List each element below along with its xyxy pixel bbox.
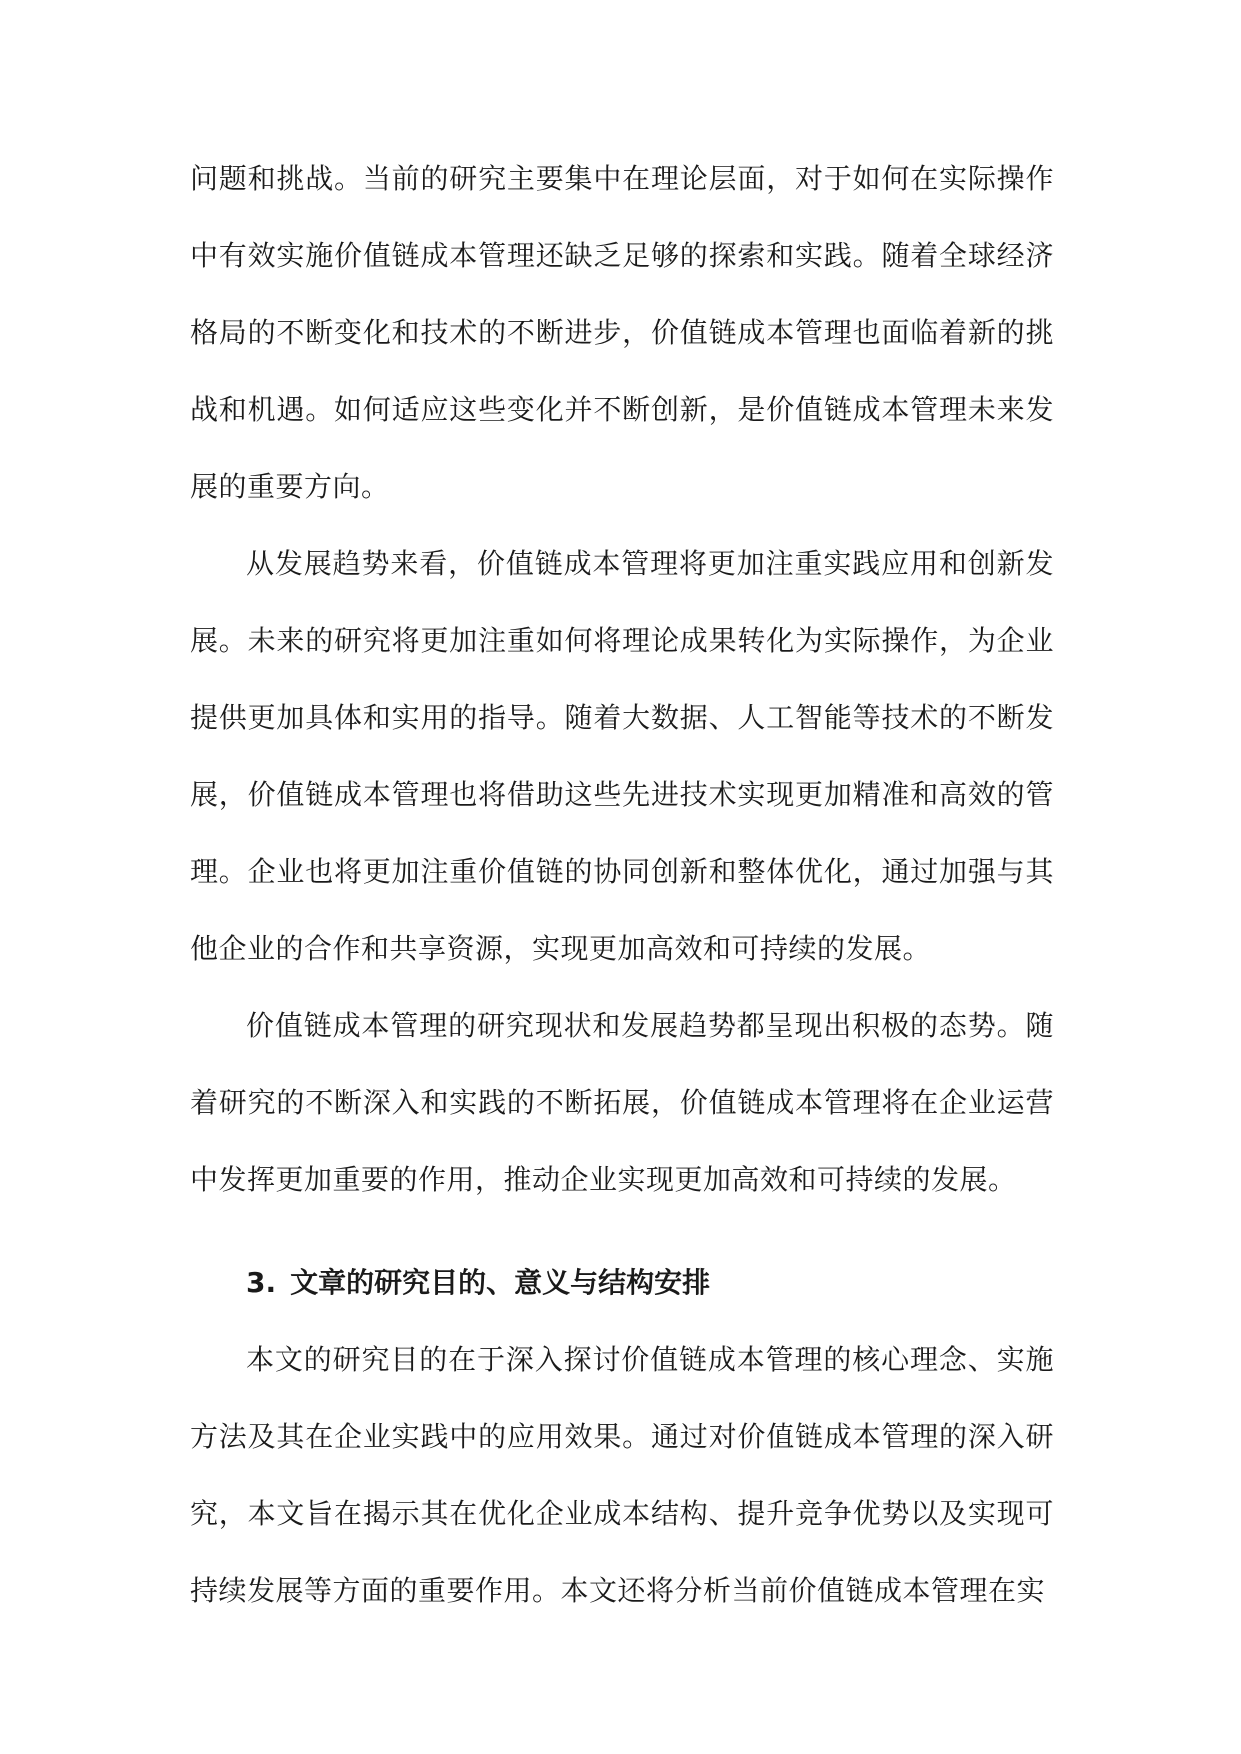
paragraph-research-purpose: 本文的研究目的在于深入探讨价值链成本管理的核心理念、实施方法及其在企业实践中的应用效果。通过对价值链成本管理的深入研究，本文旨在揭示其在优化企业成本结构、提升竞争优势以及实现可持续发展等方面的重要作用。本文还将分析当前价值链成本管理在实 — [190, 1343, 1054, 1607]
document-body — [190, 140, 1054, 1629]
paragraph-summary: 价值链成本管理的研究现状和发展趋势都呈现出积极的态势。随着研究的不断深入和实践的不断拓展，价值链成本管理将在企业运营中发挥更加重要的作用，推动企业实现更加高效和可持续的发展。 — [190, 1009, 1054, 1196]
section-number: 3. — [246, 1266, 277, 1299]
section-heading — [190, 1244, 1054, 1321]
section-title: 文章的研究目的、意义与结构安排 — [290, 1266, 711, 1299]
paragraph-development-trend: 从发展趋势来看，价值链成本管理将更加注重实践应用和创新发展。未来的研究将更加注重如何将理论成果转化为实际操作，为企业提供更加具体和实用的指导。随着大数据、人工智能等技术的不断发展，价值链成本管理也将借助这些先进技术实现更加精准和高效的管理。企业也将更加注重价值链的协同创新和整体优化，通过加强与其他企业的合作和共享资源，实现更加高效和可持续的发展。 — [190, 547, 1054, 965]
paragraph-continuation: 问题和挑战。当前的研究主要集中在理论层面，对于如何在实际操作中有效实施价值链成本管理还缺乏足够的探索和实践。随着全球经济格局的不断变化和技术的不断进步，价值链成本管理也面临着新的挑战和机遇。如何适应这些变化并不断创新，是价值链成本管理未来发展的重要方向。 — [190, 162, 1054, 503]
